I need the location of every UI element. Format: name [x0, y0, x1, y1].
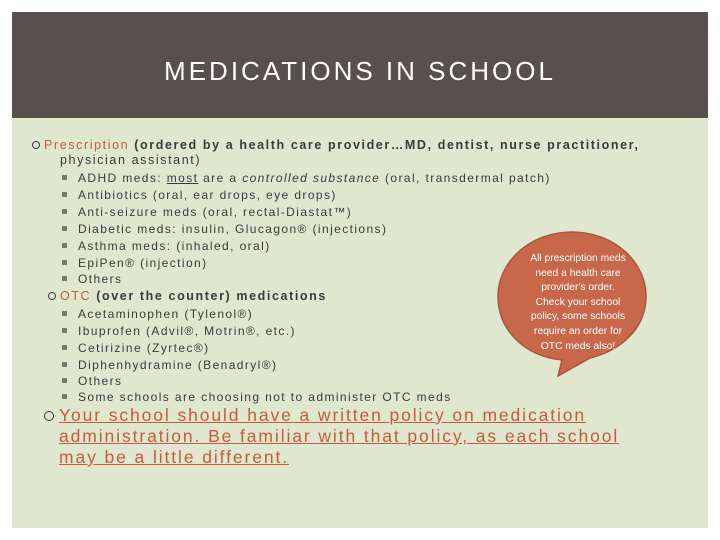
- list-item: EpiPen® (injection): [78, 256, 208, 270]
- list-item: Acetaminophen (Tylenol®): [78, 307, 253, 321]
- policy-line: Your school should have a written policy on medication: [59, 405, 587, 425]
- square-bullet-icon: [62, 394, 67, 399]
- list-item: Diphenhydramine (Benadryl®): [78, 358, 277, 372]
- circle-bullet-icon: [32, 141, 40, 149]
- circle-bullet-icon: [44, 411, 54, 421]
- policy-line: administration. Be familiar with that policy, as each school: [59, 426, 620, 446]
- square-bullet-icon: [62, 243, 67, 248]
- policy-line: may be a little different.: [59, 447, 290, 467]
- list-item: ADHD meds: most are a controlled substance (oral, transdermal patch): [78, 171, 551, 185]
- square-bullet-icon: [62, 362, 67, 367]
- list-item: Asthma meds: (inhaled, oral): [78, 239, 271, 253]
- list-item: Antibiotics (oral, ear drops, eye drops): [78, 188, 337, 202]
- otc-label: OTC: [60, 289, 92, 303]
- prescription-heading: [44, 138, 640, 152]
- square-bullet-icon: [62, 209, 67, 214]
- square-bullet-icon: [62, 192, 67, 197]
- list-item: Anti-seizure meds (oral, rectal-Diastat™): [78, 205, 352, 219]
- slide-title: MEDICATIONS IN SCHOOL: [164, 56, 556, 86]
- square-bullet-icon: [62, 311, 67, 316]
- list-item: Others: [78, 272, 122, 286]
- prescription-description: (ordered by a health care provider…MD, dentist, nurse practitioner,: [129, 138, 640, 152]
- callout-text: All prescription meds need a health care provider's order. Check your school policy, some schools require an order for OTC meds also!: [530, 253, 626, 352]
- title-bar: [12, 12, 708, 118]
- square-bullet-icon: [62, 276, 67, 281]
- prescription-heading-line2: physician assistant): [60, 153, 202, 167]
- square-bullet-icon: [62, 260, 67, 265]
- list-item: Others: [78, 374, 122, 388]
- otc-description: (over the counter) medications: [91, 289, 327, 303]
- square-bullet-icon: [62, 328, 67, 333]
- prescription-label: Prescription: [44, 138, 130, 152]
- list-item: Diabetic meds: insulin, Glucagon® (injections): [78, 222, 387, 236]
- otc-heading: [60, 289, 327, 303]
- square-bullet-icon: [62, 226, 67, 231]
- square-bullet-icon: [62, 175, 67, 180]
- circle-bullet-icon: [48, 292, 56, 300]
- list-item: Cetirizine (Zyrtec®): [78, 341, 210, 355]
- square-bullet-icon: [62, 378, 67, 383]
- list-item: Ibuprofen (Advil®, Motrin®, etc.): [78, 324, 296, 338]
- square-bullet-icon: [62, 345, 67, 350]
- list-item: Some schools are choosing not to administer OTC meds: [78, 390, 452, 404]
